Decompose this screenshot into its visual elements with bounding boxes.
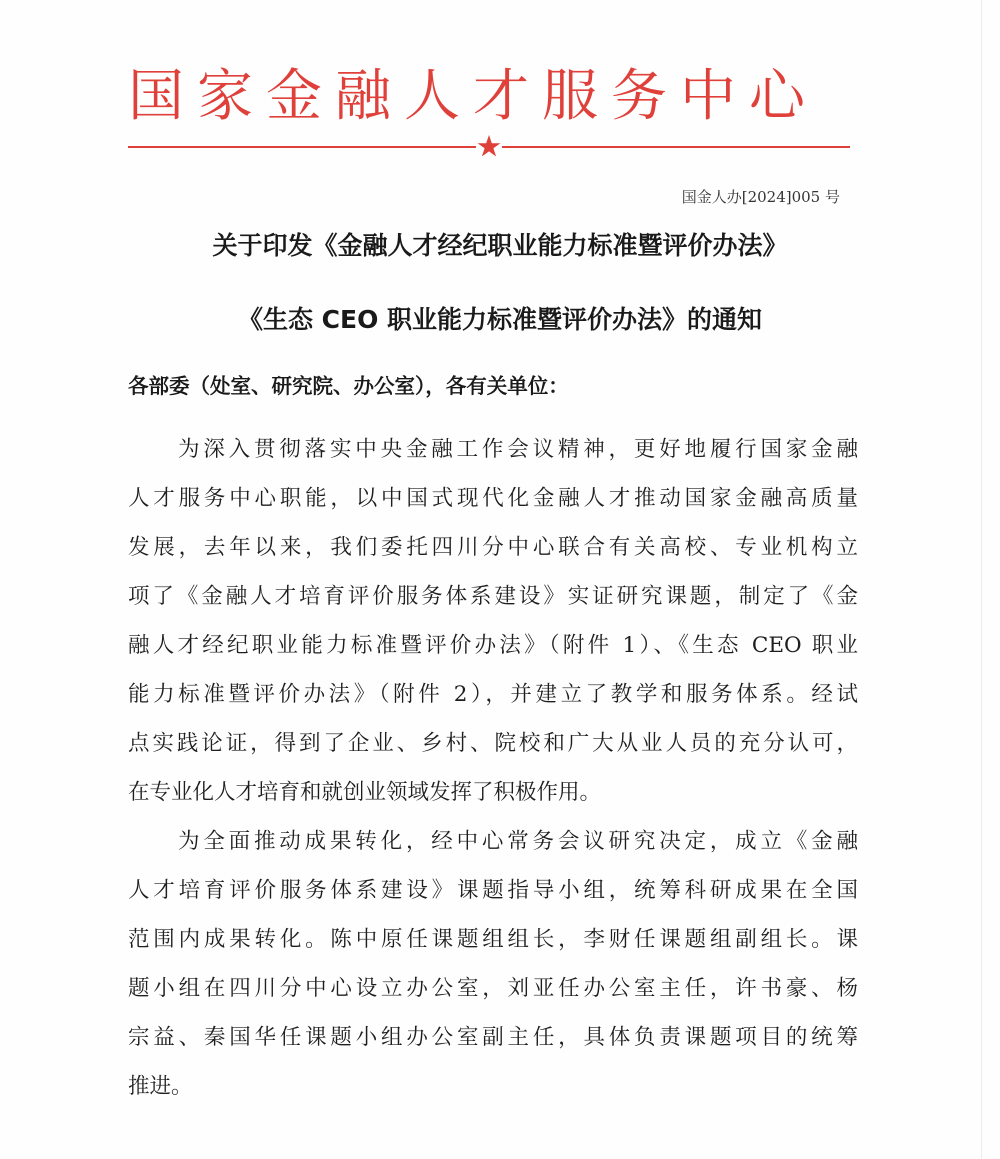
paragraph-line: 在专业化人才培育和就创业领域发挥了积极作用。 [128, 780, 602, 805]
org-letterhead: 国家金融人才服务中心 [128, 64, 818, 129]
paragraph-line: 题小组在四川分中心设立办公室，刘亚任办公室主任，许书豪、杨 [128, 976, 858, 1001]
notice-title-line-2: 《生态 CEO 职业能力标准暨评价办法》的通知 [237, 305, 763, 334]
page-edge-shadow [981, 0, 982, 1159]
notice-title-line-1: 关于印发《金融人才经纪职业能力标准暨评价办法》 [212, 231, 788, 260]
paragraph-line: 发展，去年以来，我们委托四川分中心联合有关高校、专业机构立 [128, 535, 858, 560]
paragraph-line: 能力标准暨评价办法》（附件 2），并建立了教学和服务体系。经试 [128, 682, 858, 707]
paragraph-line: 人才培育评价服务体系建设》课题指导小组，统筹科研成果在全国 [128, 878, 858, 903]
paragraph-line: 推进。 [128, 1074, 193, 1099]
paragraph-line: 人才服务中心职能，以中国式现代化金融人才推动国家金融高质量 [128, 486, 858, 511]
paragraph-line: 为深入贯彻落实中央金融工作会议精神，更好地履行国家金融 [178, 437, 858, 462]
paragraph-line: 融人才经纪职业能力标准暨评价办法》（附件 1）、《生态 CEO 职业 [128, 633, 858, 658]
paragraph-line: 点实践论证，得到了企业、乡村、院校和广大从业人员的充分认可， [128, 731, 858, 756]
paragraph-line: 范围内成果转化。陈中原任课题组组长，李财任课题组副组长。课 [128, 927, 858, 952]
paragraph-line: 为全面推动成果转化，经中心常务会议研究决定，成立《金融 [178, 829, 858, 854]
paragraph-line: 项了《金融人才培育评价服务体系建设》实证研究课题，制定了《金 [128, 584, 858, 609]
letterhead-red-rule [128, 134, 850, 160]
red-star-icon [478, 135, 501, 157]
paragraph-line: 宗益、秦国华任课题小组办公室副主任，具体负责课题项目的统筹 [128, 1025, 858, 1050]
document-number: 国金人办[2024]005 号 [681, 188, 840, 206]
salutation: 各部委（处室、研究院、办公室），各有关单位： [128, 374, 569, 398]
